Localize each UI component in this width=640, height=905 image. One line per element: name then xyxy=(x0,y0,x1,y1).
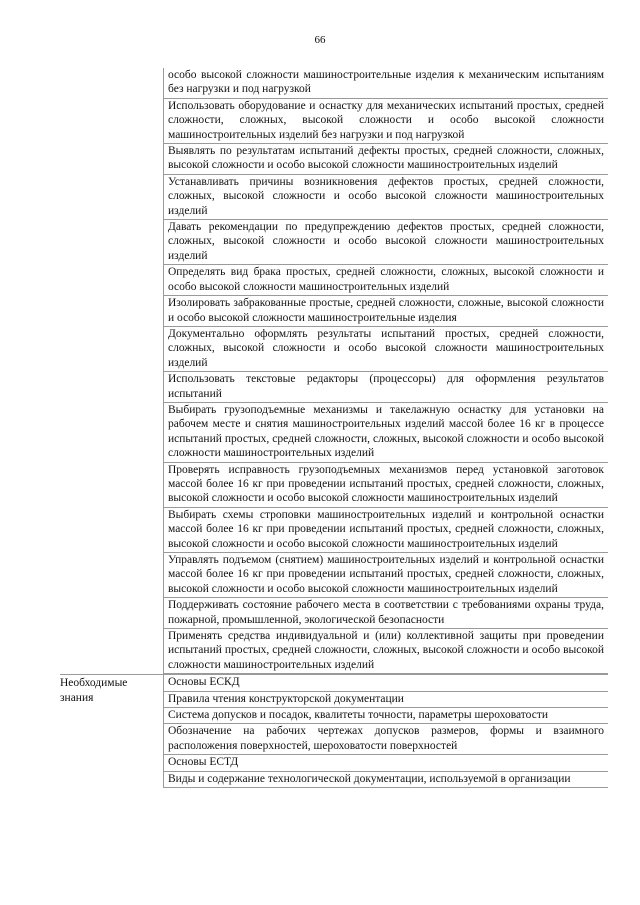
skills-list xyxy=(163,68,608,674)
table-cell: Выбирать грузоподъемные механизмы и такелажную оснастку для установки на рабочем месте и снятия машиностроительных изделий массой более 16 кг в процессе испытаний простых, средней сложности, сложных, высокой сложности и особо высокой сложности машиностроительных изделий xyxy=(163,403,608,463)
table-cell: Выбирать схемы строповки машиностроительных изделий и контрольной оснастки массой более 16 кг при проведении испытаний простых, средней сложности, сложных, высокой сложности и особо высокой сложности машиностроительных изделий xyxy=(163,508,608,553)
table-cell: Основы ЕСТД xyxy=(163,755,608,771)
knowledge-section xyxy=(60,674,608,788)
table-cell: Виды и содержание технологической документации, используемой в организации xyxy=(163,772,608,788)
table-cell: Устанавливать причины возникновения дефектов простых, средней сложности, сложных, высокой сложности и особо высокой сложности машиностроительных изделий xyxy=(163,175,608,220)
knowledge-list xyxy=(163,675,608,788)
table-cell: Основы ЕСКД xyxy=(163,675,608,691)
knowledge-label: Необходимые знания xyxy=(60,677,128,704)
table-cell: Использовать текстовые редакторы (процессоры) для оформления результатов испытаний xyxy=(163,372,608,403)
table-cell: Правила чтения конструкторской документации xyxy=(163,692,608,708)
table-cell: Применять средства индивидуальной и (или) коллективной защиты при проведении испытаний простых, средней сложности, сложных, высокой сложности и особо высокой сложности машиностроительных изделий xyxy=(163,629,608,674)
table-cell: Использовать оборудование и оснастку для механических испытаний простых, средней сложности, сложных, высокой сложности и особо высокой сложности машиностроительных изделий без нагрузки и под нагрузкой xyxy=(163,99,608,144)
table-cell: особо высокой сложности машиностроительные изделия к механическим испытаниям без нагрузки и под нагрузкой xyxy=(163,68,608,99)
table-cell: Давать рекомендации по предупреждению дефектов простых, средней сложности, сложных, высокой сложности и особо высокой сложности машиностроительных изделий xyxy=(163,220,608,265)
table-cell: Изолировать забракованные простые, средней сложности, сложные, высокой сложности и особо высокой сложности машиностроительные изделия xyxy=(163,296,608,327)
table-cell: Документально оформлять результаты испытаний простых, средней сложности, сложных, высокой сложности и особо высокой сложности машиностроительных изделий xyxy=(163,327,608,372)
table-cell: Система допусков и посадок, квалитеты точности, параметры шероховатости xyxy=(163,708,608,724)
table-cell: Выявлять по результатам испытаний дефекты простых, средней сложности, сложных, высокой сложности и особо высокой сложности машиностроительных изделий xyxy=(163,144,608,175)
table-cell: Управлять подъемом (снятием) машиностроительных изделий и контрольной оснастки массой более 16 кг при проведении испытаний простых, средней сложности, сложных, высокой сложности и особо высокой сложности машиностроительных изделий xyxy=(163,553,608,598)
skills-label xyxy=(60,68,163,674)
table-cell: Обозначение на рабочих чертежах допусков размеров, формы и взаимного расположения поверхностей, шероховатости поверхностей xyxy=(163,724,608,755)
table-cell: Проверять исправность грузоподъемных механизмов перед установкой заготовок массой более 16 кг при проведении испытаний простых, средней сложности, сложных, высокой сложности и особо высокой сложности машиностроительных изделий xyxy=(163,463,608,508)
page-number: 66 xyxy=(314,34,326,46)
skills-section xyxy=(60,68,608,674)
requirements-table xyxy=(60,68,608,788)
table-cell: Поддерживать состояние рабочего места в соответствии с требованиями охраны труда, пожарной, промышленной, экологической безопасности xyxy=(163,598,608,629)
table-cell: Определять вид брака простых, средней сложности, сложных, высокой сложности и особо высокой сложности машиностроительных изделий xyxy=(163,265,608,296)
